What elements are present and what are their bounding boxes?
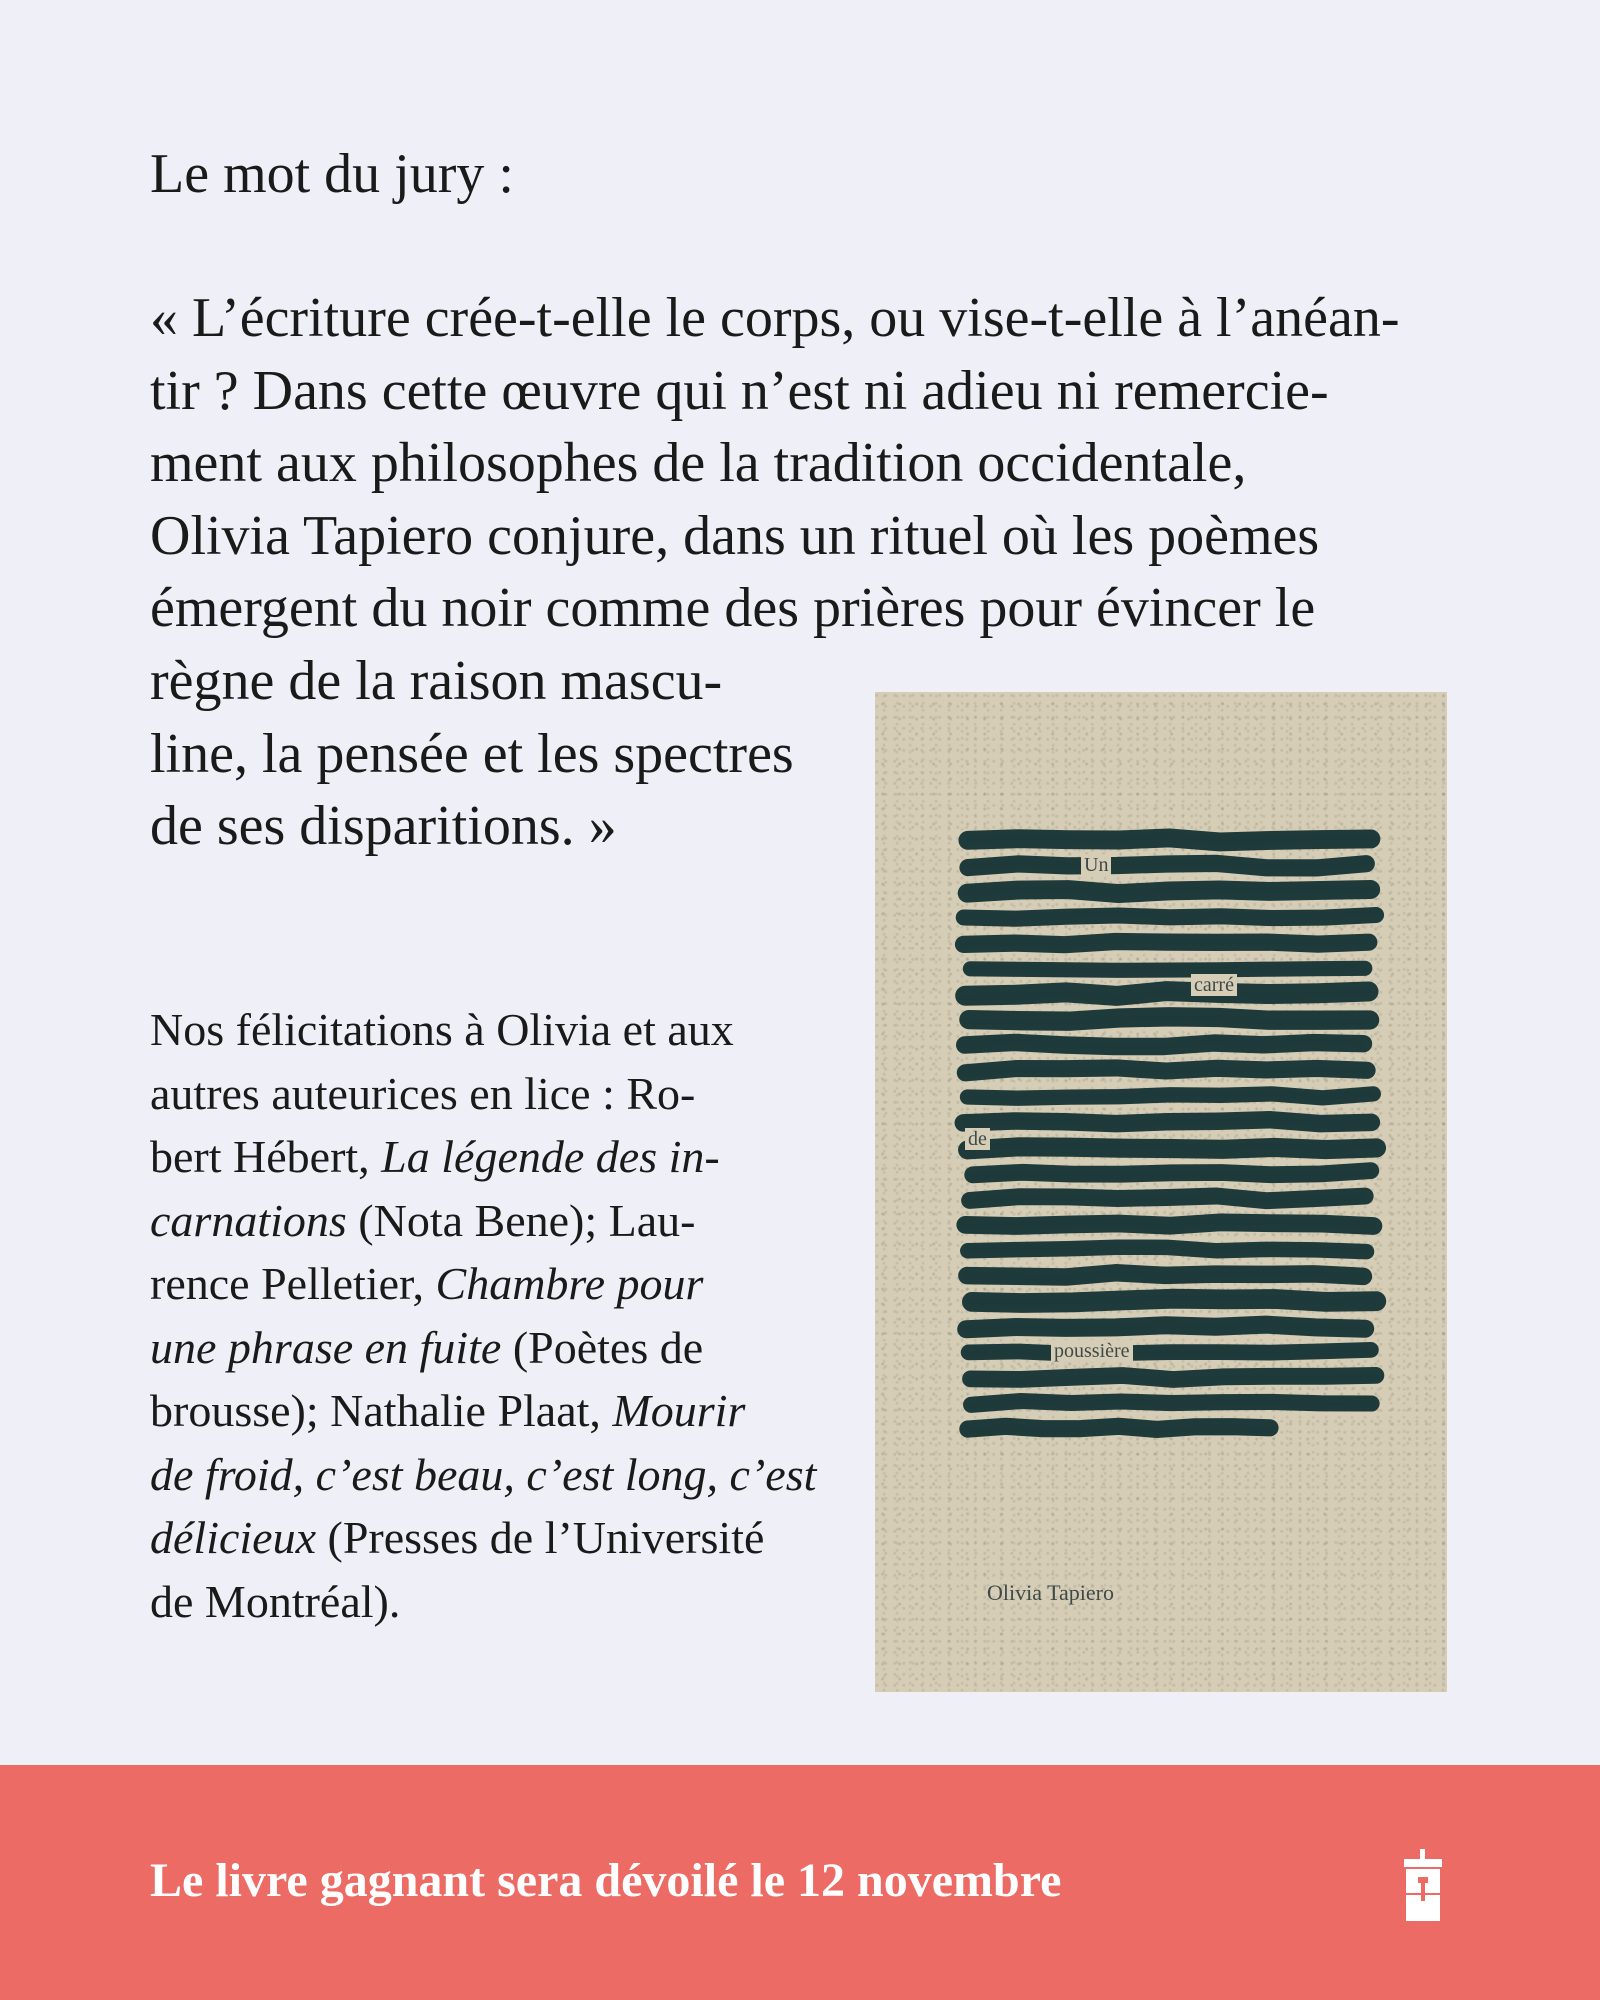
redaction-stroke-edge xyxy=(962,940,1367,943)
redaction-stroke-edge xyxy=(972,1173,1370,1177)
book-title: Mourir xyxy=(612,1385,746,1436)
redaction-stroke-edge xyxy=(965,1093,1371,1097)
congrats-line: Nos félicitations à Olivia et aux xyxy=(150,1004,734,1055)
jury-quote xyxy=(150,282,1460,645)
cover-word: Un xyxy=(1081,854,1111,876)
book-title: de froid, c’est beau, c’est long, c’est xyxy=(150,1448,817,1500)
book-cover xyxy=(875,692,1447,1692)
cover-word: carré xyxy=(1191,974,1237,996)
redaction-stroke-edge xyxy=(969,1428,1271,1431)
redaction-stroke-edge xyxy=(967,1145,1376,1148)
quote-line: règne de la raison mascu- xyxy=(150,650,723,712)
quote-line: Olivia Tapiero conjure, dans un rituel où les poèmes xyxy=(150,504,1320,567)
redaction-stroke-edge xyxy=(967,1197,1363,1202)
congrats-text: (Presses de l’Université xyxy=(316,1512,765,1563)
congrats-text: (Nota Bene); Lau- xyxy=(346,1194,696,1246)
congrats-line xyxy=(150,1316,850,1380)
congrats-line: de Montréal). xyxy=(150,1575,401,1627)
redaction-stroke-edge xyxy=(969,836,1372,840)
quote-line: de ses disparitions. » xyxy=(150,795,617,857)
book-title: une phrase en fuite xyxy=(150,1321,502,1373)
cover-word: poussière xyxy=(1051,1340,1133,1362)
redaction-stroke-edge xyxy=(969,1377,1374,1381)
congrats-line xyxy=(150,1443,850,1507)
congrats-text: bert Hébert, xyxy=(150,1131,382,1182)
congrats-text: rence Pelletier, xyxy=(150,1258,436,1309)
book-title: délicieux xyxy=(150,1512,317,1563)
congratulations-paragraph xyxy=(150,998,850,1633)
announcement-text: Le livre gagnant sera dévoilé le 12 novembre xyxy=(150,1854,1062,1907)
congrats-text: (Poètes de xyxy=(501,1321,704,1373)
book-title: Chambre pour xyxy=(435,1258,704,1309)
redaction-stroke-edge xyxy=(963,913,1375,917)
quote-line: « L’écriture crée-t-elle le corps, ou vise-t-elle à l’anéan- xyxy=(150,287,1400,349)
redaction-stroke-edge xyxy=(965,1273,1361,1277)
redaction-stroke-edge xyxy=(961,1042,1360,1046)
lantern-logo-icon xyxy=(1398,1817,1458,1929)
congrats-line xyxy=(150,1506,850,1570)
congrats-line xyxy=(150,1379,850,1443)
announcement-banner xyxy=(0,1765,1600,2000)
quote-line: tir ? Dans cette œuvre qui n’est ni adieu ni remercie- xyxy=(150,359,1329,422)
congrats-line: autres auteurices en lice : Ro- xyxy=(150,1067,696,1119)
book-title: La légende des in- xyxy=(381,1131,720,1182)
quote-line: ment aux philosophes de la tradition occidentale, xyxy=(150,432,1247,494)
redaction-stroke-edge xyxy=(961,1069,1363,1074)
redaction-stroke-edge xyxy=(967,1120,1375,1124)
congrats-text: brousse); Nathalie Plaat, xyxy=(150,1385,613,1436)
redaction-stroke-edge xyxy=(968,1352,1370,1356)
congrats-line xyxy=(150,1252,850,1316)
book-title: carnations xyxy=(150,1194,347,1246)
redaction-stroke-edge xyxy=(969,968,1363,970)
cover-word: de xyxy=(965,1128,990,1150)
quote-line: line, la pensée et les spectres xyxy=(150,722,794,785)
redaction-stroke-edge xyxy=(972,1402,1373,1406)
congrats-line xyxy=(150,1189,850,1253)
redaction-stroke-edge xyxy=(962,1221,1370,1225)
redaction-strokes xyxy=(875,692,1447,1692)
quote-line: émergent du noir comme des prières pour évincer le xyxy=(150,577,1316,639)
cover-author: Olivia Tapiero xyxy=(987,1580,1114,1605)
redaction-stroke-edge xyxy=(965,1324,1364,1329)
redaction-stroke-edge xyxy=(966,889,1370,893)
jury-quote-continued xyxy=(150,645,850,863)
section-heading: Le mot du jury : xyxy=(150,143,514,205)
congrats-line xyxy=(150,1125,850,1189)
